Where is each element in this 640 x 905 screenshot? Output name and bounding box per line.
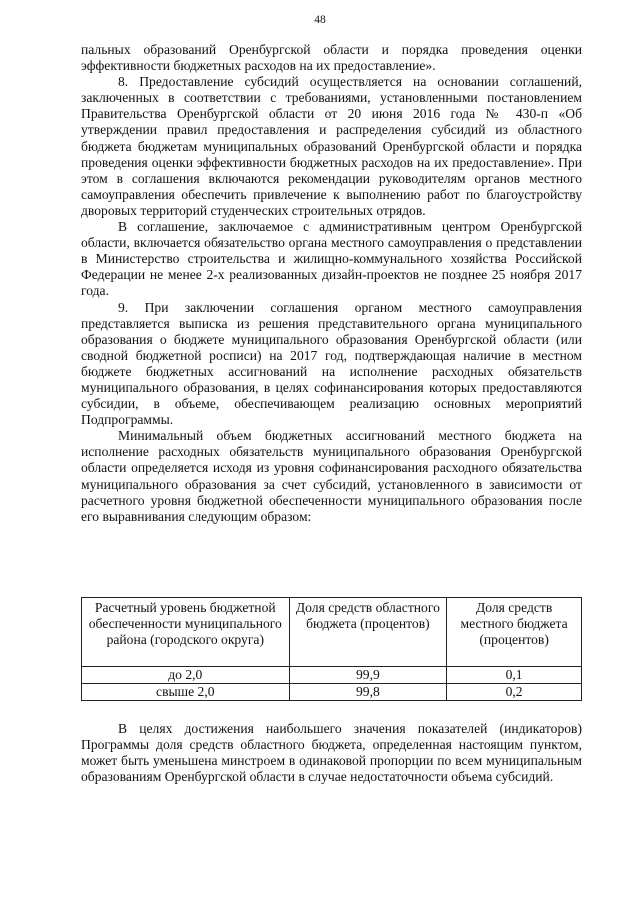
paragraph-item-8: 8. Предоставление субсидий осуществляется на основании соглашений, заключенных в соответствии с требованиями, установленными постановлением Правительства Оренбургской области от 20 июня 2016 года № 430-п «Об утверждении правил предоставления и распределения субсидий из областного бюджета бюджетам муниципальных образований Оренбургской области и порядка проведения оценки эффективности бюджетных расходов на их предоставление». При этом в соглашения включаются рекомендации руководителям органов местного самоуправления обеспечить привлечение к выполнению работ по благоустройству дворовых территорий студенческих строительных отрядов.: [81, 74, 582, 218]
table-cell: 0,2: [447, 684, 582, 701]
table-header-cell: Доля средств областного бюджета (процентов): [289, 598, 447, 667]
document-body: [81, 42, 582, 525]
table-header-cell: Расчетный уровень бюджетной обеспеченности муниципального района (городского округа): [82, 598, 290, 667]
table-cell: свыше 2,0: [82, 684, 290, 701]
table-row: [82, 667, 582, 684]
table-header-cell: Доля средств местного бюджета (процентов): [447, 598, 582, 667]
paragraph-continuation: пальных образований Оренбургской области и порядка проведения оценки эффективности бюджетных расходов на их предоставление».: [81, 42, 582, 74]
table-row: [82, 684, 582, 701]
table-cell: 0,1: [447, 667, 582, 684]
table-header-row: [82, 598, 582, 667]
cofinancing-table: [81, 597, 582, 701]
table-cell: 99,8: [289, 684, 447, 701]
page-number: 48: [314, 14, 326, 26]
paragraph-agreement-admin-center: В соглашение, заключаемое с административным центром Оренбургской области, включается обязательство органа местного самоуправления о представлении в Министерство строительства и жилищно-коммунального хозяйства Российской Федерации не менее 2-х реализованных дизайн-проектов не позднее 25 ноября 2017 года.: [81, 219, 582, 299]
table-cell: до 2,0: [82, 667, 290, 684]
table-cell: 99,9: [289, 667, 447, 684]
paragraph-minimum-volume: Минимальный объем бюджетных ассигнований местного бюджета на исполнение расходных обязательств муниципального образования Оренбургской области определяется исходя из уровня софинансирования расходного обязательства муниципального образования за счет субсидий, установленного в зависимости от расчетного уровня бюджетной обеспеченности муниципального образования после его выравнивания следующим образом:: [81, 428, 582, 524]
paragraph-item-9: 9. При заключении соглашения органом местного самоуправления представляется выписка из решения представительного органа муниципального образования о бюджете муниципального образования Оренбургской области (или сводной бюджетной росписи) на 2017 год, подтверждающая наличие в местном бюджете бюджетных ассигнований на исполнение расходных обязательств муниципального образования, в целях софинансирования которых предоставляются субсидии, в объеме, обеспечивающем реализацию основных мероприятий Подпрограммы.: [81, 299, 582, 428]
closing-section: [81, 721, 582, 785]
paragraph-closing: В целях достижения наибольшего значения показателей (индикаторов) Программы доля средств областного бюджета, определенная настоящим пунктом, может быть уменьшена минстроем в одинаковой пропорции по всем муниципальным образованиям Оренбургской области в случае недостаточности объема субсидий.: [81, 721, 582, 785]
